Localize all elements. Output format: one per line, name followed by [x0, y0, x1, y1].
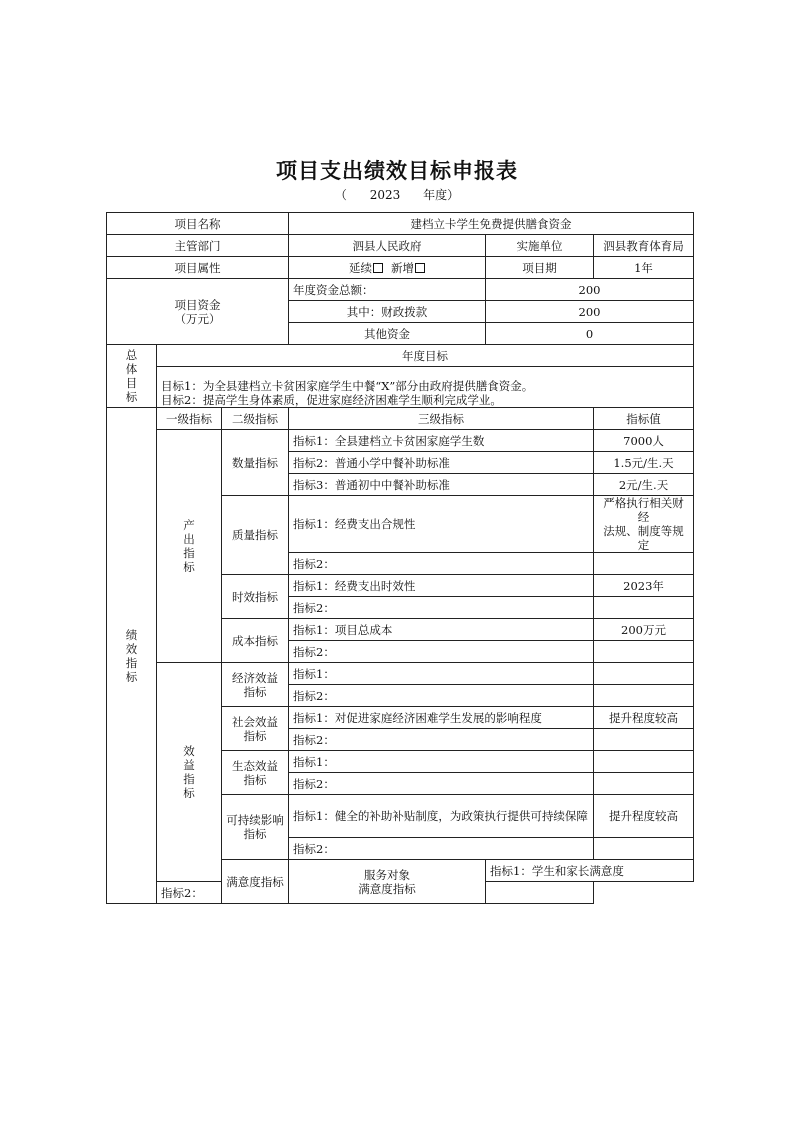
row-project-name — [107, 213, 694, 235]
label-line2: 指标 — [243, 772, 267, 787]
indicator-text: 指标1：健全的补助补贴制度，为政策执行提供可持续保障 — [289, 795, 594, 838]
attr-label: 项目属性 — [107, 257, 289, 279]
performance-indicators-label — [107, 408, 157, 904]
indicator-text: 指标1： — [289, 751, 594, 773]
timeliness-indicator-label: 时效指标 — [222, 575, 289, 619]
indicator-text: 指标1：经费支出合规性 — [289, 496, 594, 553]
overall-goal-char: 标 — [125, 390, 138, 404]
overall-goal-char: 体 — [125, 362, 138, 376]
perf-label-char: 指 — [125, 655, 138, 670]
funds-label-line1: 项目资金 — [174, 297, 221, 312]
indicator-value — [594, 496, 694, 553]
indicator-value: 7000人 — [594, 430, 694, 452]
performance-target-form — [106, 212, 694, 904]
output-label-char: 标 — [183, 560, 195, 574]
row-attribute — [107, 257, 694, 279]
label-line1: 经济效益 — [232, 670, 278, 685]
output-label-char: 指 — [183, 546, 195, 560]
indicator-value: 2023年 — [594, 575, 694, 597]
new-checkbox[interactable] — [415, 263, 425, 273]
goal-2: 目标2：提高学生身体素质，促进家庭经济困难学生顺利完成学业。 — [161, 393, 502, 407]
header-value: 指标值 — [594, 408, 694, 430]
benefit-indicators-label — [157, 663, 222, 882]
indicator-text: 指标2： — [289, 838, 594, 860]
year-line — [0, 186, 794, 203]
economic-indicator-label — [222, 663, 289, 707]
service-satisfaction-label — [289, 860, 486, 904]
indicator-text: 指标2： — [289, 597, 594, 619]
indicator-value: 提升程度较高 — [594, 707, 694, 729]
year-suffix: 年度） — [423, 188, 460, 202]
indicator-value — [486, 882, 594, 904]
indicator-value: 200万元 — [594, 619, 694, 641]
benefit-label-char: 指 — [183, 772, 195, 786]
perf-label-char: 标 — [125, 669, 138, 684]
indicator-value-line2: 法规、制度等规定 — [603, 524, 684, 552]
row-goal-content — [107, 367, 694, 408]
benefit-label-char: 益 — [183, 758, 195, 772]
perf-label-char: 效 — [125, 641, 138, 656]
funds-fiscal-label: 其中：财政拨款 — [289, 301, 486, 323]
label-line2: 指标 — [243, 684, 267, 699]
indicator-text: 指标2： — [289, 553, 594, 575]
annual-goal-content — [157, 367, 694, 408]
output-label-char: 产 — [183, 518, 195, 532]
header-level1: 一级指标 — [157, 408, 222, 430]
label-line1: 社会效益 — [232, 714, 278, 729]
label-line1: 服务对象 — [364, 867, 411, 882]
overall-goal-char: 总 — [125, 348, 138, 362]
indicator-text: 指标2： — [289, 773, 594, 795]
year-open-paren: （ — [334, 188, 347, 202]
perf-label-char: 绩 — [125, 627, 138, 642]
social-indicator-label — [222, 707, 289, 751]
indicator-value — [594, 553, 694, 575]
row-goal-header — [107, 345, 694, 367]
indicator-value — [594, 641, 694, 663]
funds-fiscal-value: 200 — [486, 301, 694, 323]
quantity-indicator-label: 数量指标 — [222, 430, 289, 496]
indicator-value: 提升程度较高 — [594, 795, 694, 838]
unit-label: 实施单位 — [486, 235, 594, 257]
attr-new-label: 新增 — [391, 260, 415, 275]
goal-1: 目标1：为全县建档立卡贫困家庭学生中餐“X”部分由政府提供膳食资金。 — [161, 379, 534, 393]
indicator-value — [594, 773, 694, 795]
benefit-label-char: 标 — [183, 786, 195, 800]
continue-checkbox[interactable] — [373, 263, 383, 273]
attr-value — [289, 257, 486, 279]
overall-goal-label — [107, 345, 157, 408]
quality-indicator-label: 质量指标 — [222, 496, 289, 575]
indicator-value-line1: 严格执行相关财经 — [603, 496, 684, 524]
table-row — [107, 430, 694, 452]
indicator-text: 指标2： — [289, 641, 594, 663]
label-line2: 满意度指标 — [358, 881, 416, 896]
indicator-value — [594, 663, 694, 685]
funds-total-label: 年度资金总额： — [289, 279, 486, 301]
indicator-text: 指标1： — [289, 663, 594, 685]
dept-value: 泗县人民政府 — [289, 235, 486, 257]
header-level2: 二级指标 — [222, 408, 289, 430]
header-level3: 三级指标 — [289, 408, 594, 430]
table-row — [107, 663, 694, 685]
year-value: 2023 — [369, 188, 401, 202]
indicator-text: 指标1：全县建档立卡贫困家庭学生数 — [289, 430, 594, 452]
indicator-value — [594, 838, 694, 860]
indicator-value: 2元/生.天 — [594, 474, 694, 496]
funds-total-value: 200 — [486, 279, 694, 301]
row-department — [107, 235, 694, 257]
funds-other-value: 0 — [486, 323, 694, 345]
indicator-value — [594, 597, 694, 619]
output-label-char: 出 — [183, 532, 195, 546]
indicator-text: 指标1：项目总成本 — [289, 619, 594, 641]
indicator-value — [594, 751, 694, 773]
indicator-text: 指标2：普通小学中餐补助标准 — [289, 452, 594, 474]
output-indicators-label — [157, 430, 222, 663]
indicator-text: 指标1：经费支出时效性 — [289, 575, 594, 597]
label-line2: 指标 — [243, 728, 267, 743]
ecological-indicator-label — [222, 751, 289, 795]
funds-label — [107, 279, 289, 345]
overall-goal-char: 目 — [125, 376, 138, 390]
benefit-label-char: 效 — [183, 744, 195, 758]
annual-goal-header: 年度目标 — [157, 345, 694, 367]
funds-other-label: 其他资金 — [289, 323, 486, 345]
page-title: 项目支出绩效目标申报表 — [276, 158, 518, 183]
indicator-text: 指标2： — [289, 685, 594, 707]
indicator-text: 指标1：对促进家庭经济困难学生发展的影响程度 — [289, 707, 594, 729]
period-label: 项目期 — [486, 257, 594, 279]
satisfaction-indicators-label: 满意度指标 — [222, 860, 289, 904]
row-perf-header — [107, 408, 694, 430]
row-funds-total — [107, 279, 694, 301]
dept-label: 主管部门 — [107, 235, 289, 257]
attr-continue-label: 延续 — [349, 260, 373, 275]
indicator-text: 指标3：普通初中中餐补助标准 — [289, 474, 594, 496]
cost-indicator-label: 成本指标 — [222, 619, 289, 663]
project-name-value: 建档立卡学生免费提供膳食资金 — [289, 213, 694, 235]
indicator-value — [594, 729, 694, 751]
period-value: 1年 — [594, 257, 694, 279]
indicator-value: 1.5元/生.天 — [594, 452, 694, 474]
label-line2: 指标 — [243, 827, 267, 841]
label-line1: 生态效益 — [232, 758, 278, 773]
indicator-text: 指标1：学生和家长满意度 — [486, 860, 694, 882]
label-line1: 可持续影响 — [226, 813, 284, 827]
funds-label-line2: （万元） — [174, 311, 221, 326]
sustainable-indicator-label — [222, 795, 289, 860]
indicator-value — [594, 685, 694, 707]
indicator-text: 指标2： — [289, 729, 594, 751]
project-name-label: 项目名称 — [107, 213, 289, 235]
unit-value: 泗县教育体育局 — [594, 235, 694, 257]
indicator-text: 指标2： — [157, 882, 289, 904]
